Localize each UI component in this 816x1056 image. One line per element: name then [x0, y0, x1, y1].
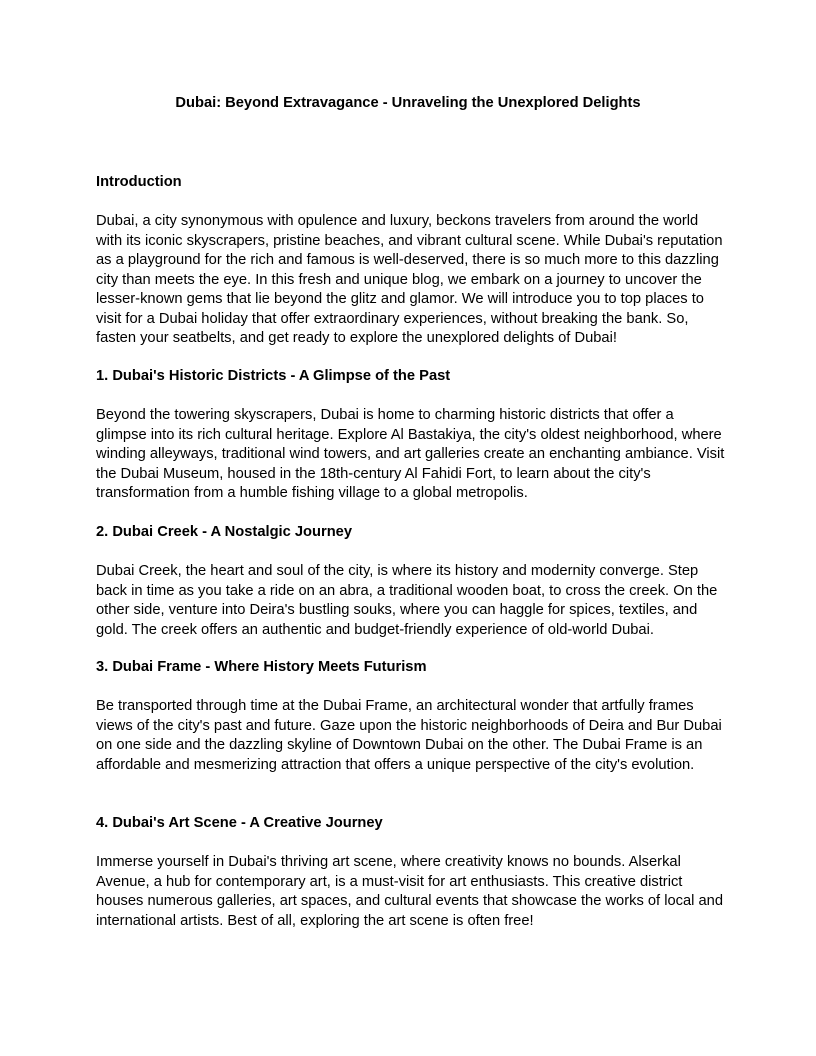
section-2-heading: 2. Dubai Creek - A Nostalgic Journey	[96, 524, 353, 540]
intro-heading: Introduction	[96, 174, 182, 190]
section-3-heading: 3. Dubai Frame - Where History Meets Futurism	[96, 659, 427, 675]
document-title: Dubai: Beyond Extravagance - Unraveling the Unexplored Delights	[175, 95, 641, 111]
section-4-paragraph: Immerse yourself in Dubai's thriving art scene, where creativity knows no bounds. Alserkal Avenue, a hub for contemporary art, is a must-visit for art enthusiasts. This creative district houses numerous galleries, art spaces, and cultural events that showcase the works of local and international artists. Best of all, exploring the art scene is often free!	[96, 854, 724, 929]
section-2-paragraph: Dubai Creek, the heart and soul of the city, is where its history and modernity converge. Step back in time as you take a ride on an abra, a traditional wooden boat, to cross the creek. On the other side, venture into Deira's bustling souks, where you can haggle for spices, textiles, and gold. The creek offers an authentic and budget-friendly experience of old-world Dubai.	[96, 563, 718, 638]
section-1-heading: 1. Dubai's Historic Districts - A Glimpse of the Past	[96, 368, 451, 384]
section-3-paragraph: Be transported through time at the Dubai Frame, an architectural wonder that artfully frames views of the city's past and future. Gaze upon the historic neighborhoods of Deira and Bur Dubai on one side and the dazzling skyline of Downtown Dubai on the other. The Dubai Frame is an affordable and mesmerizing attraction that offers a unique perspective of the city's evolution.	[96, 698, 722, 773]
intro-paragraph: Dubai, a city synonymous with opulence and luxury, beckons travelers from around the world with its iconic skyscrapers, pristine beaches, and vibrant cultural scene. While Dubai's reputation as a playground for the rich and famous is well-deserved, there is so much more to this dazzling city than meets the eye. In this fresh and unique blog, we embark on a journey to uncover the lesser-known gems that lie beyond the glitz and glamor. We will introduce you to top places to visit for a Dubai holiday that offer extraordinary experiences, without breaking the bank. So, fasten your seatbelts, and get ready to explore the unexplored delights of Dubai!	[96, 213, 723, 346]
section-4-heading: 4. Dubai's Art Scene - A Creative Journey	[96, 815, 383, 831]
section-1-paragraph: Beyond the towering skyscrapers, Dubai is home to charming historic districts that offer a glimpse into its rich cultural heritage. Explore Al Bastakiya, the city's oldest neighborhood, where winding alleyways, traditional wind towers, and art galleries create an enchanting ambiance. Visit the Dubai Museum, housed in the 18th-century Al Fahidi Fort, to learn about the city's transformation from a humble fishing village to a global metropolis.	[96, 407, 725, 501]
